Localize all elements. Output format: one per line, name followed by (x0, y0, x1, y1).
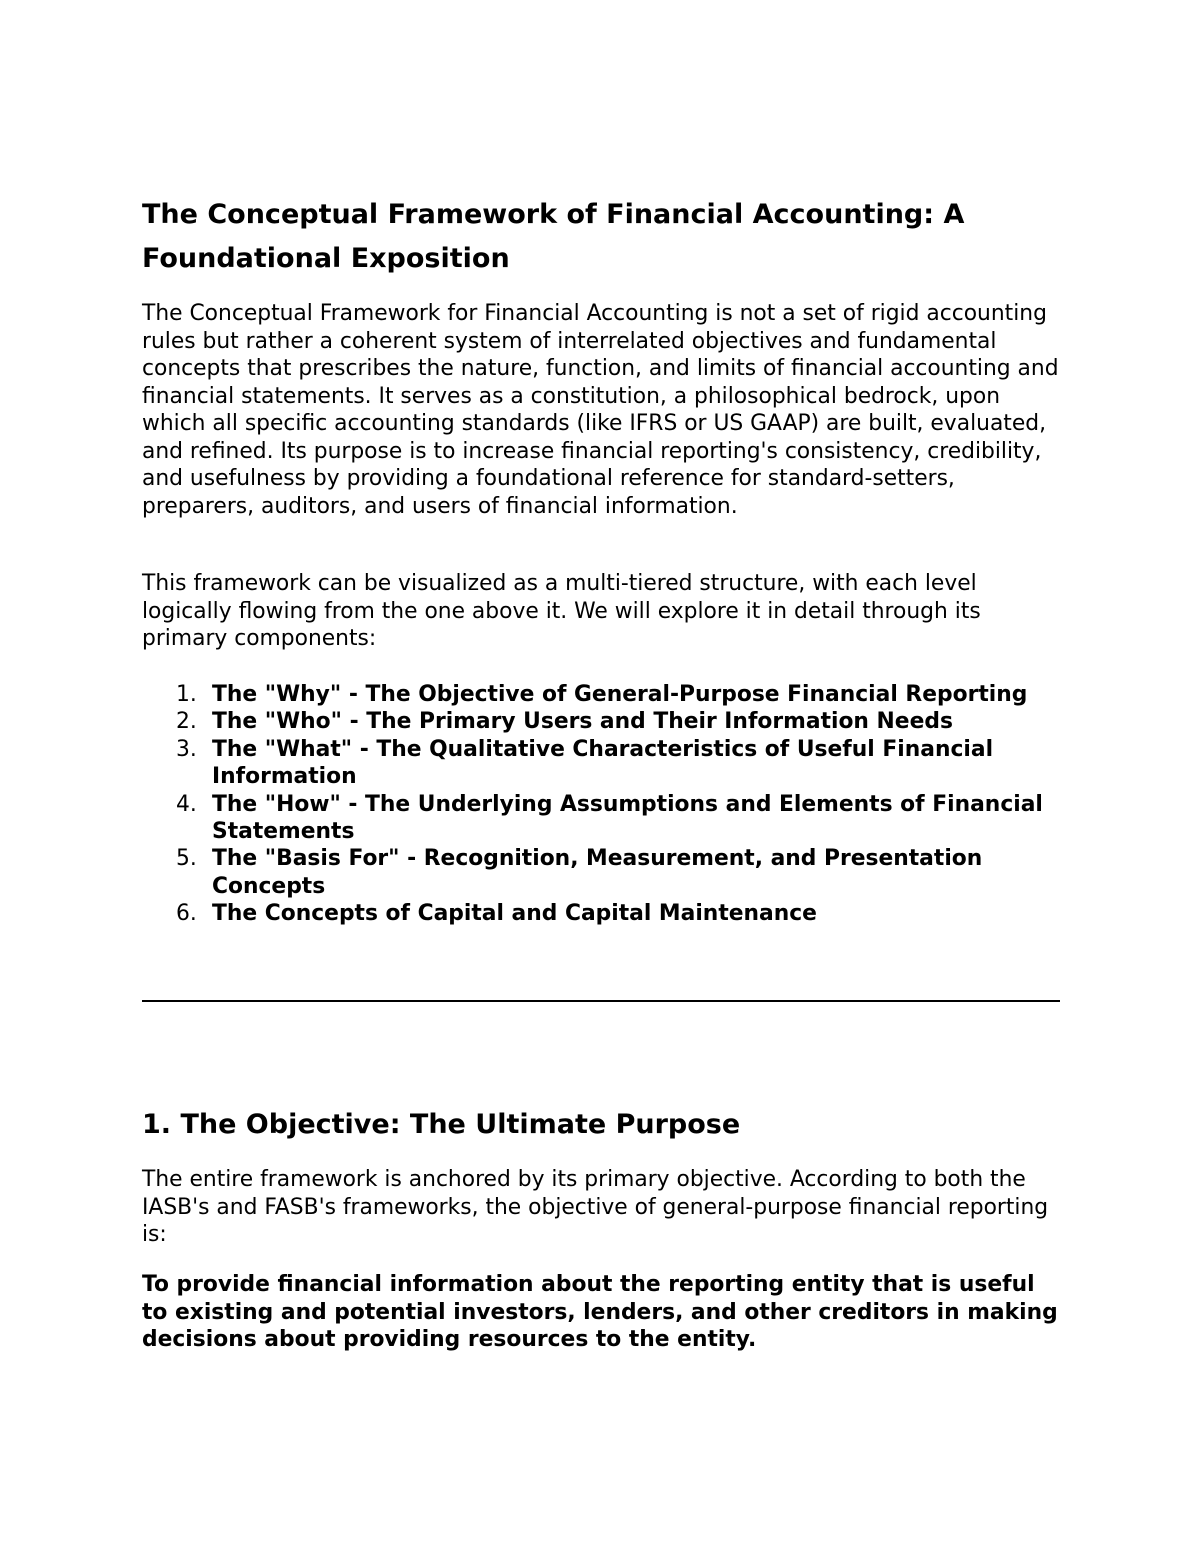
objective-statement: To provide financial information about the reporting entity that is useful to existing and potential investors, lenders, and other creditors in making decisions about providing resources to the entity. (142, 1272, 1058, 1352)
list-item-number: 6. (176, 901, 197, 927)
list-item-text: The "How" - The Underlying Assumptions and Elements of Financial Statements (212, 791, 1043, 845)
horizontal-divider (142, 1000, 1060, 1002)
list-item (176, 900, 1060, 927)
list-item (176, 708, 1060, 735)
list-item (176, 681, 1060, 708)
list-item-number: 5. (176, 846, 197, 872)
list-item-number: 1. (176, 682, 197, 707)
list-item (176, 791, 1060, 846)
list-item-text: The "Basis For" - Recognition, Measurement, and Presentation Concepts (212, 846, 983, 899)
document-title: The Conceptual Framework of Financial Accounting: A Foundational Exposition (142, 199, 965, 274)
list-item-number: 2. (176, 709, 197, 735)
intro-paragraph: The Conceptual Framework for Financial Accounting is not a set of rigid accounting rules but rather a coherent system of interrelated objectives and fundamental concepts that prescribes the nature, function, and limits of financial accounting and financial statements. It serves as a constitution, a philosophical bedrock, upon which all specific accounting standards (like IFRS or US GAAP) are built, evaluated, and refined. Its purpose is to increase financial reporting's consistency, credibility, and usefulness by providing a foundational reference for standard-setters, preparers, auditors, and users of financial information. (142, 301, 1059, 519)
list-item-text: The Concepts of Capital and Capital Maintenance (212, 901, 817, 927)
list-item-text: The "Why" - The Objective of General-Purpose Financial Reporting (212, 682, 1028, 707)
list-item-text: The "Who" - The Primary Users and Their Information Needs (212, 709, 953, 735)
section-heading: 1. The Objective: The Ultimate Purpose (142, 1109, 741, 1140)
list-item-number: 4. (176, 791, 197, 817)
intro-paragraph: This framework can be visualized as a multi-tiered structure, with each level logically flowing from the one above it. We will explore it in detail through its primary components: (142, 571, 981, 651)
list-item-number: 3. (176, 736, 197, 762)
list-item (176, 845, 1060, 900)
components-list (142, 681, 1060, 928)
list-item (176, 736, 1060, 791)
list-item-text: The "What" - The Qualitative Characteristics of Useful Financial Information (212, 736, 994, 790)
section-paragraph: The entire framework is anchored by its primary objective. According to both the IASB's and FASB's frameworks, the objective of general-purpose financial reporting is: (142, 1167, 1049, 1247)
